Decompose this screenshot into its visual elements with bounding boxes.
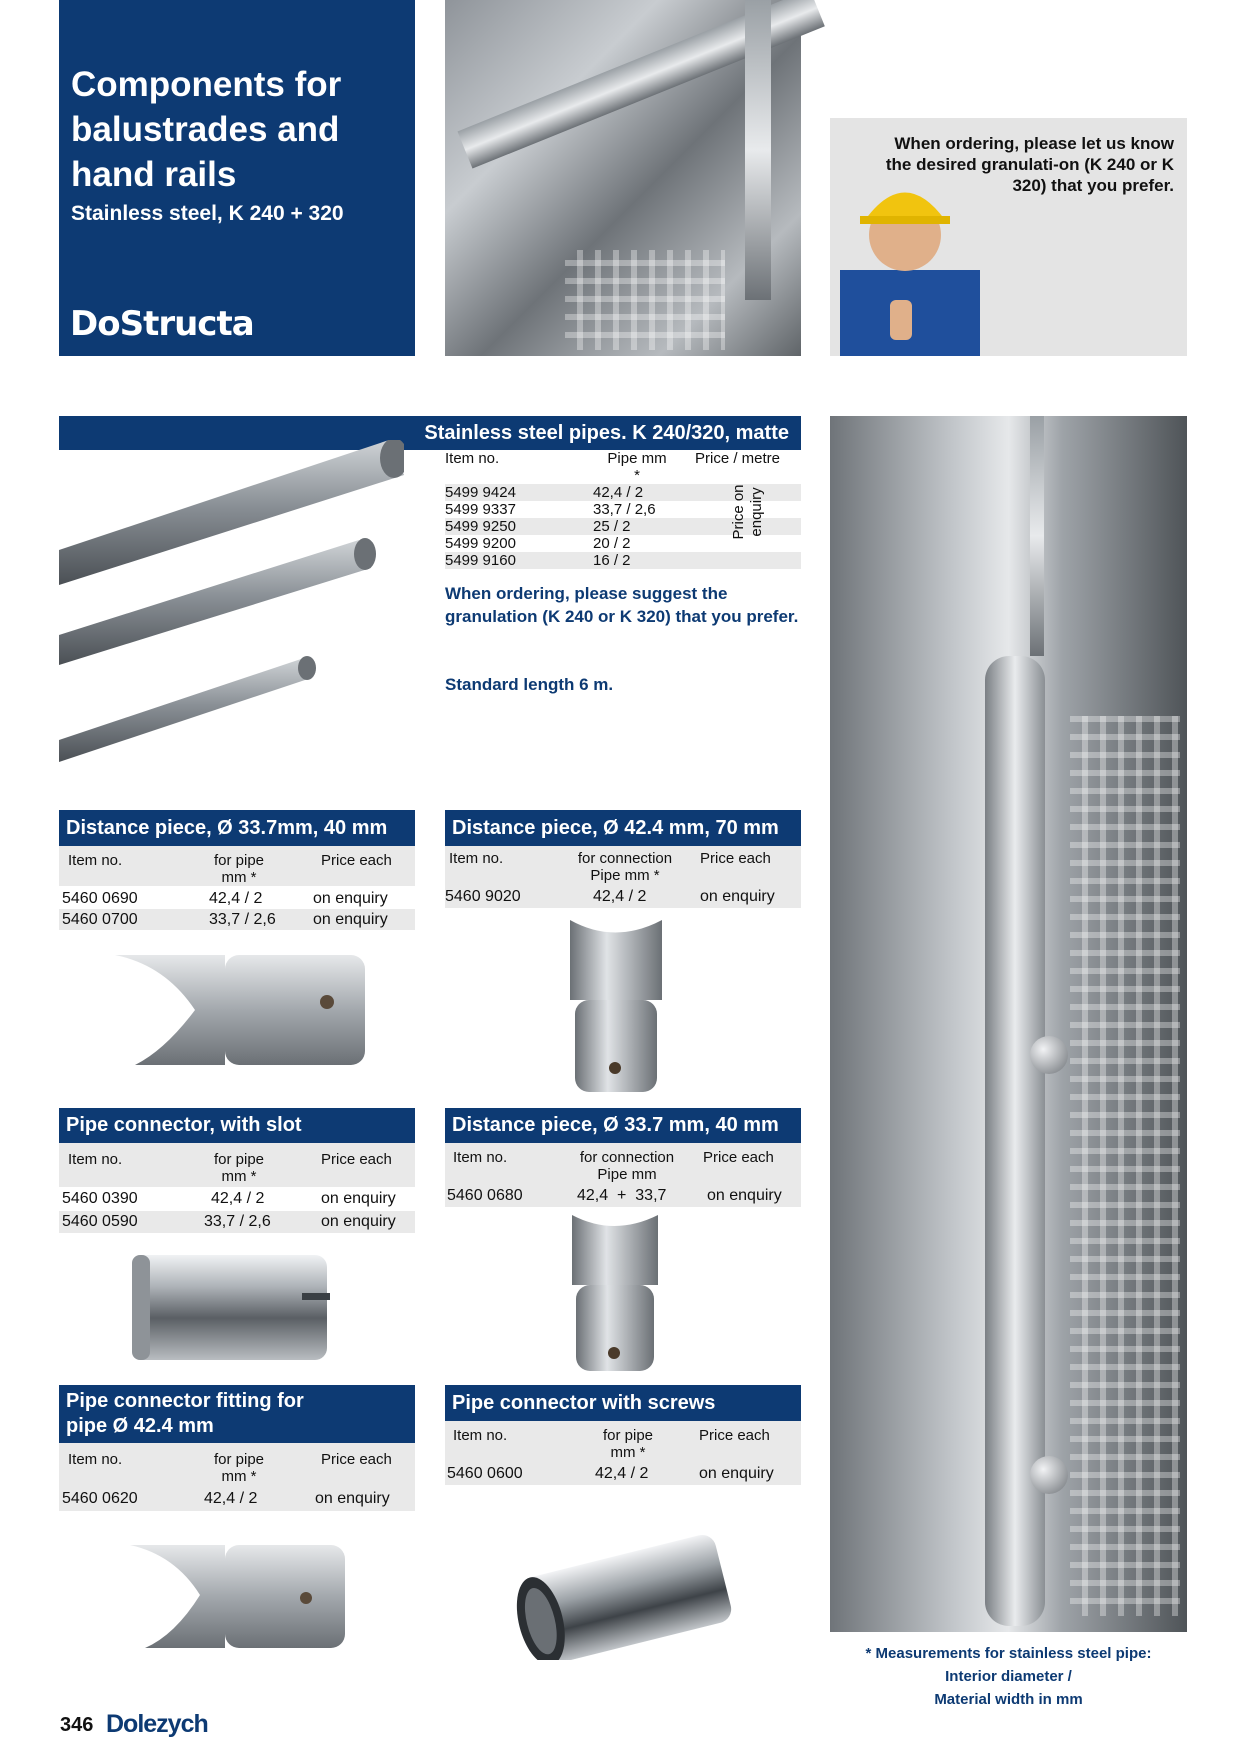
pipes-image: [59, 440, 404, 780]
dist337b-table: [445, 1143, 801, 1207]
col-header-pipe: for pipe mm *: [213, 852, 265, 886]
pipe-item: 5499 9250: [445, 518, 516, 535]
item-number: 5460 0590: [62, 1213, 138, 1230]
col-header-item: Item no.: [445, 450, 500, 467]
pipes-standard-length: Standard length 6 m.: [445, 675, 614, 694]
section-header-fitting: [59, 1385, 415, 1443]
col-header-pipe: for connection Pipe mm: [579, 1149, 675, 1183]
pipe-connector-slot-image: [132, 1255, 332, 1365]
fitting-table: [59, 1443, 415, 1511]
fitting-title-line1: Pipe connector fitting for: [66, 1390, 304, 1412]
col-header-item: Item no.: [68, 1151, 123, 1168]
tip-text: When ordering, please let us know the desired granulati-on (K 240 or K 320) that you prefer.: [885, 134, 1174, 195]
item-number: 5460 0680: [447, 1187, 523, 1204]
fitting-title-line2: pipe Ø 42.4 mm: [66, 1415, 214, 1437]
section-header-dist337: Distance piece, Ø 33.7mm, 40 mm: [59, 810, 415, 846]
pipes-table: [445, 450, 801, 570]
item-number: 5460 0600: [447, 1465, 523, 1482]
col-header-pipe: for pipe mm *: [213, 1451, 265, 1485]
pipe-size: 42,4 / 2: [595, 1465, 649, 1482]
slot-table: [59, 1143, 415, 1233]
pipe-item: 5499 9160: [445, 552, 516, 569]
pipes-note: When ordering, please suggest the granulation (K 240 or K 320) that you prefer.: [445, 584, 799, 626]
pipe-size: 42,4 + 33,7: [577, 1187, 667, 1204]
item-number: 5460 0700: [62, 911, 138, 928]
col-header-item: Item no.: [68, 852, 123, 869]
section-header-dist424: Distance piece, Ø 42.4 mm, 70 mm: [445, 810, 801, 846]
col-header-price: Price each: [699, 1427, 770, 1444]
section-header-slot: Pipe connector, with slot: [59, 1108, 415, 1143]
section-header-pipes: Stainless steel pipes. K 240/320, matte: [59, 416, 801, 450]
pipe-size: 42,4 / 2: [593, 484, 644, 501]
footnote-line1: * Measurements for stainless steel pipe:: [865, 1645, 1152, 1662]
footnote: [830, 1642, 1187, 1711]
pipe-size: 42,4 / 2: [204, 1490, 258, 1507]
item-number: 5460 0620: [62, 1490, 138, 1507]
section-header-dist337b: Distance piece, Ø 33.7 mm, 40 mm: [445, 1108, 801, 1143]
item-number: 5460 0390: [62, 1190, 138, 1207]
col-header-item: Item no.: [68, 1451, 123, 1468]
item-number: 5460 0690: [62, 890, 138, 907]
col-header-pipe: for connection Pipe mm *: [577, 850, 673, 884]
price: on enquiry: [707, 1187, 782, 1204]
col-header-item: Item no.: [449, 850, 504, 867]
price: on enquiry: [321, 1213, 396, 1230]
item-number: 5460 9020: [445, 888, 521, 905]
dostructa-logo: DoStructa: [70, 304, 254, 344]
price: on enquiry: [700, 888, 775, 905]
pipe-connector-screws-image: [505, 1530, 745, 1660]
footnote-line3: Material width in mm: [934, 1691, 1083, 1708]
price: on enquiry: [313, 911, 388, 928]
col-header-pipe: Pipe mm *: [607, 450, 667, 484]
pipe-size: 20 / 2: [593, 535, 631, 552]
page-number: 346: [60, 1714, 94, 1736]
col-header-item: Item no.: [453, 1149, 508, 1166]
distance-piece-image: [572, 1215, 660, 1375]
price: on enquiry: [699, 1465, 774, 1482]
distance-piece-image: [570, 920, 665, 1095]
pipe-size: 33,7 / 2,6: [593, 501, 656, 518]
distance-piece-image: [115, 950, 375, 1070]
col-header-item: Item no.: [453, 1427, 508, 1444]
price: on enquiry: [321, 1190, 396, 1207]
col-header-price: Price each: [703, 1149, 774, 1166]
pipe-size: 33,7 / 2,6: [204, 1213, 271, 1230]
col-header-price: Price each: [700, 850, 771, 867]
pipe-size: 33,7 / 2,6: [209, 911, 276, 928]
dist424-table: [445, 846, 801, 908]
price: on enquiry: [313, 890, 388, 907]
col-header-pipe: for pipe mm *: [602, 1427, 654, 1461]
pipe-item: 5499 9424: [445, 484, 516, 501]
pipe-size: 16 / 2: [593, 552, 631, 569]
page-title: Components for balustrades and hand rails: [71, 65, 342, 194]
pipe-item: 5499 9337: [445, 501, 516, 518]
dolezych-logo: Dolezych: [106, 1710, 208, 1738]
price: on enquiry: [315, 1490, 390, 1507]
pipe-size: 42,4 / 2: [209, 890, 263, 907]
price-on-enquiry-rotated: Price on enquiry: [730, 484, 765, 540]
screws-table: [445, 1421, 801, 1485]
balustrade-photo: [445, 0, 801, 356]
col-header-price: Price each: [321, 852, 392, 869]
footnote-line2: Interior diameter /: [945, 1668, 1072, 1685]
dist337-table: [59, 846, 415, 930]
col-header-price: Price / metre: [695, 450, 781, 467]
balustrade-detail-photo: [830, 416, 1187, 1632]
section-header-screws: Pipe connector with screws: [445, 1385, 801, 1421]
pipe-size: 25 / 2: [593, 518, 631, 535]
pipe-size: 42,4 / 2: [593, 888, 647, 905]
col-header-price: Price each: [321, 1451, 392, 1468]
page-subtitle: Stainless steel, K 240 + 320: [71, 202, 344, 225]
pipe-size: 42,4 / 2: [211, 1190, 265, 1207]
pipe-item: 5499 9200: [445, 535, 516, 552]
col-header-price: Price each: [321, 1151, 392, 1168]
col-header-pipe: for pipe mm *: [213, 1151, 265, 1185]
pipe-connector-fitting-image: [130, 1540, 350, 1652]
